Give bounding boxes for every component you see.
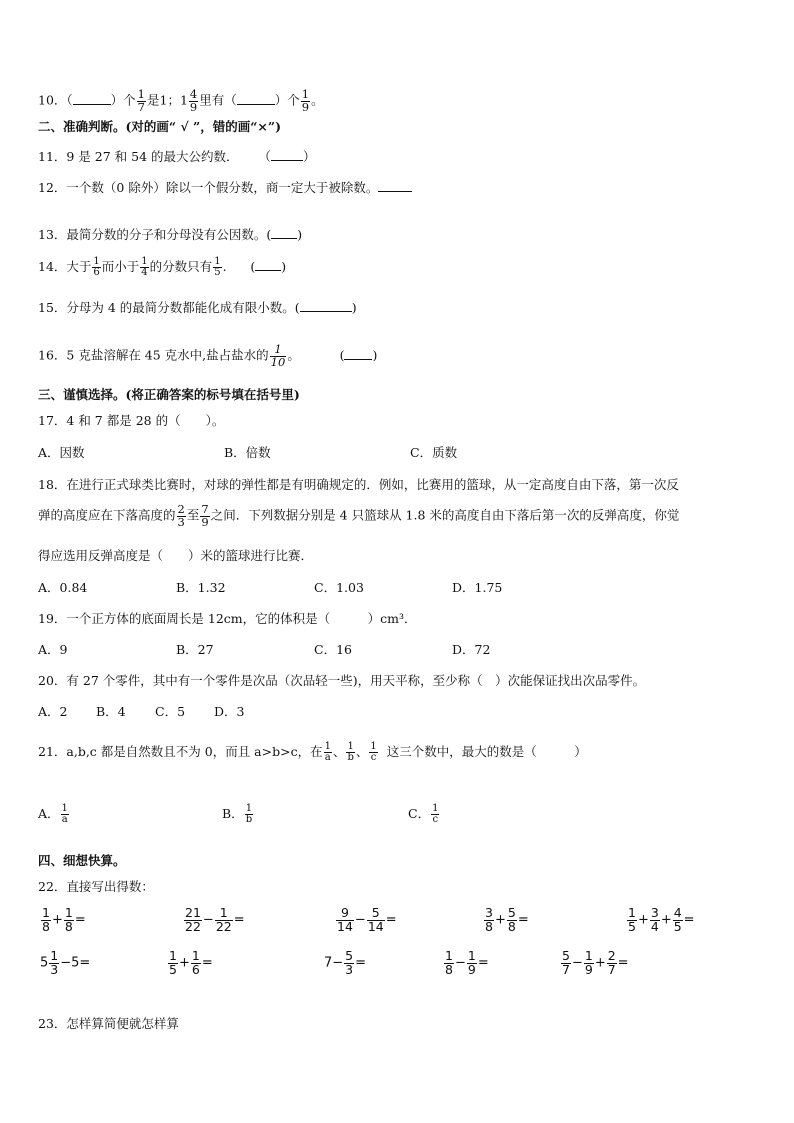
section-4-heading: 四、细想快算。 [38, 853, 126, 868]
question-18-line-2: 弹的高度应在下落高度的 $\frac{2}{3}$ 至 $\frac{7}{9}$ 之间．下列数据分别是 4 只篮球从 1.8 米的高度自由下落后第一次的反弹高度，你觉 [38, 502, 680, 529]
option-b[interactable]: B．1.32 [176, 580, 226, 595]
fraction: $\frac{7}{9}$ [201, 502, 209, 529]
question-18-line-3: 得应选用反弹高度是（ ）米的篮球进行比赛． [38, 548, 314, 563]
question-16: 16．5 克盐溶解在 45 克水中,盐占盐水的 $\frac{1}{10}$ 。 ( ) [38, 342, 378, 369]
question-21: 21．a,b,c 都是自然数且不为 0，而且 a>b>c，在 $\frac{1}{a}$ 、 $\frac{1}{b}$ 、 $\frac{1}{c}$ 这三个数中，最大的数是（ ） [38, 741, 587, 763]
answer-blank[interactable] [255, 258, 281, 271]
question-18-line-1: 18．在进行正式球类比赛时，对球的弹性都是有明确规定的．例如，比赛用的篮球，从一定高度自由下落，第一次反 [38, 477, 679, 492]
question-11: 11．9 是 27 和 54 的最大公约数． （ ） [38, 149, 316, 164]
calc-expression: $\frac{1}{8}$ + $\frac{1}{8}$ = [42, 905, 86, 934]
fraction: $\frac{2}{3}$ [177, 502, 185, 529]
answer-blank[interactable] [344, 347, 372, 360]
fraction: $\frac{1}{c}$ [370, 741, 377, 763]
option-a[interactable]: A．0.84 [38, 580, 88, 595]
question-15: 15．分母为 4 的最简分数都能化成有限小数。( ) [38, 300, 357, 315]
answer-blank[interactable] [271, 148, 303, 161]
option-a[interactable]: A．2 [38, 704, 68, 719]
option-d[interactable]: D．1.75 [452, 580, 503, 595]
option-a[interactable]: A． $\frac{1}{a}$ [38, 803, 68, 825]
fraction: $\frac{4}{9}$ [189, 87, 198, 114]
option-d[interactable]: D．3 [214, 704, 245, 719]
question-19: 19．一个正方体的底面周长是 12cm，它的体积是（ ）cm³． [38, 611, 417, 626]
option-b[interactable]: B． $\frac{1}{b}$ [222, 803, 253, 825]
answer-blank[interactable] [73, 92, 111, 105]
option-b[interactable]: B．4 [96, 704, 126, 719]
question-12: 12．一个数（0 除外）除以一个假分数，商一定大于被除数。 [38, 179, 412, 195]
calc-expression: $\frac{5}{7}$ − $\frac{1}{9}$ + $\frac{2}{7}$ = [562, 948, 629, 977]
question-10: 10．（ ）个 $\frac{1}{7}$ 是1；1 $\frac{4}{9}$ 里有（ ）个 $\frac{1}{9}$ 。 [38, 87, 324, 114]
question-22: 22．直接写出得数： [38, 879, 154, 894]
question-14: 14．大于 $\frac{1}{6}$ 而小于 $\frac{1}{4}$ 的分数只有 $\frac{1}{5}$ . ( ) [38, 256, 287, 278]
calc-expression: $\frac{3}{8}$ + $\frac{5}{8}$ = [485, 905, 529, 934]
fraction: $\frac{1}{b}$ [245, 803, 253, 825]
fraction: $\frac{1}{b}$ [347, 741, 354, 763]
option-a[interactable]: A．因数 [38, 445, 85, 460]
question-23: 23．怎样算简便就怎样算 [38, 1016, 179, 1031]
option-c[interactable]: C．16 [314, 642, 352, 657]
option-c[interactable]: C．5 [155, 704, 186, 719]
question-17: 17．4 和 7 都是 28 的（ ）。 [38, 413, 225, 428]
answer-blank[interactable] [300, 299, 352, 312]
question-13: 13．最简分数的分子和分母没有公因数。( ) [38, 227, 303, 242]
calc-expression: $\frac{1}{5}$ + $\frac{1}{6}$ = [169, 948, 213, 977]
fraction: $\frac{1}{9}$ [301, 87, 310, 114]
fraction: $\frac{1}{7}$ [137, 87, 145, 114]
fraction: $\frac{1}{10}$ [270, 342, 286, 369]
section-3-heading: 三、谨慎选择。(将正确答案的标号填在括号里) [38, 387, 300, 402]
option-c[interactable]: C．1.03 [314, 580, 364, 595]
option-d[interactable]: D．72 [452, 642, 491, 657]
fraction: $\frac{1}{5}$ [214, 256, 221, 278]
option-b[interactable]: B．倍数 [224, 445, 271, 460]
calc-expression: $\frac{9}{14}$ − $\frac{5}{14}$ = [337, 905, 397, 934]
fraction: $\frac{1}{4}$ [141, 256, 148, 278]
fraction: $\frac{1}{6}$ [93, 256, 100, 278]
calc-expression: 5 $\frac{1}{3}$ −5= [40, 948, 91, 977]
fraction: $\frac{1}{c}$ [432, 803, 439, 825]
calc-expression: $\frac{21}{22}$ − $\frac{1}{22}$ = [185, 905, 245, 934]
question-20: 20．有 27 个零件，其中有一个零件是次品（次品轻一些)，用天平称，至少称（ ）次能保证找出次品零件。 [38, 673, 646, 688]
option-a[interactable]: A．9 [38, 642, 68, 657]
fraction: $\frac{1}{a}$ [61, 803, 68, 825]
answer-blank[interactable] [378, 179, 412, 192]
option-c[interactable]: C． $\frac{1}{c}$ [408, 803, 439, 825]
section-2-heading: 二、准确判断。(对的画“ √ ”，错的画“×”) [38, 119, 281, 134]
answer-blank[interactable] [271, 226, 297, 239]
option-b[interactable]: B．27 [176, 642, 214, 657]
answer-blank[interactable] [237, 92, 275, 105]
calc-expression: $\frac{1}{8}$ − $\frac{1}{9}$ = [445, 948, 489, 977]
option-c[interactable]: C．质数 [410, 445, 458, 460]
calc-expression: $\frac{1}{5}$ + $\frac{3}{4}$ + $\frac{4}{5}$ = [628, 905, 695, 934]
fraction: $\frac{1}{a}$ [324, 741, 331, 763]
calc-expression: 7− $\frac{5}{3}$ = [324, 948, 367, 977]
